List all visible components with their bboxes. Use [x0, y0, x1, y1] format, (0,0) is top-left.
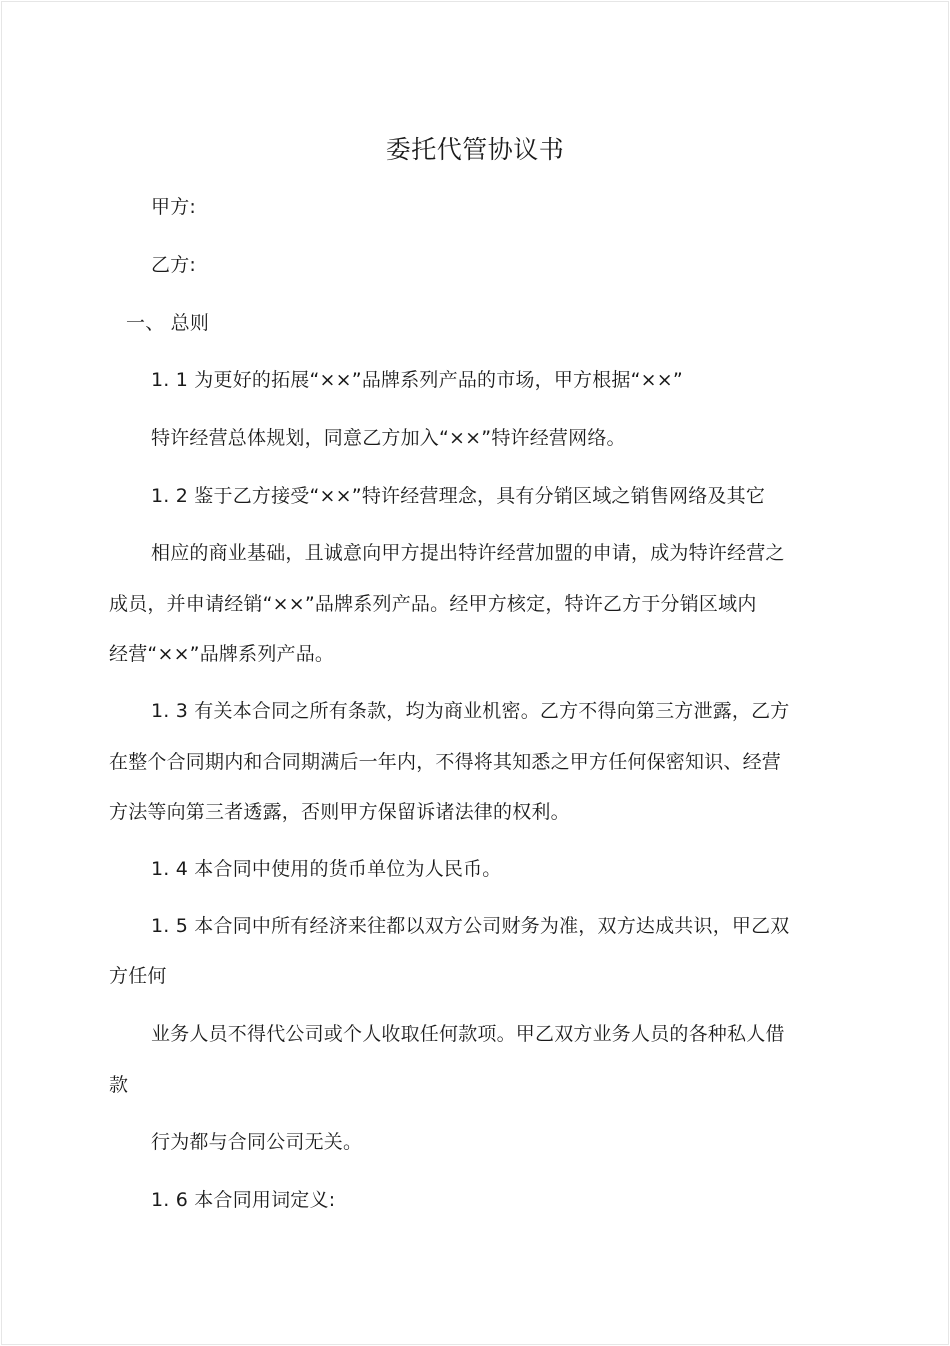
clause-1-2-line-2: 相应的商业基础，且诚意向甲方提出特许经营加盟的申请，成为特许经营之: [151, 542, 785, 564]
document-page: [1, 1, 949, 1345]
clause-1-5-line-1: 1. 5 本合同中所有经济来往都以双方公司财务为准，双方达成共识，甲乙双: [151, 915, 790, 937]
clause-1-5-line-5: 行为都与合同公司无关。: [151, 1131, 363, 1153]
clause-1-2-line-4: 经营“××”品牌系列产品。: [109, 643, 335, 665]
clause-1-3-line-1: 1. 3 有关本合同之所有条款，均为商业机密。乙方不得向第三方泄露，乙方: [151, 700, 790, 722]
clause-1-2-line-3: 成员，并申请经销“××”品牌系列产品。经甲方核定，特许乙方于分销区域内: [109, 593, 757, 615]
clause-1-5-line-3: 业务人员不得代公司或个人收取任何款项。甲乙双方业务人员的各种私人借: [151, 1023, 785, 1045]
clause-1-3-line-3: 方法等向第三者透露，否则甲方保留诉诸法律的权利。: [109, 801, 570, 823]
clause-1-3-line-2: 在整个合同期内和合同期满后一年内，不得将其知悉之甲方任何保密知识、经营: [109, 751, 782, 773]
clause-1-5-line-2: 方任何: [109, 965, 167, 987]
clause-1-6-line-1: 1. 6 本合同用词定义:: [151, 1189, 336, 1211]
section-heading-general: 一、 总则: [126, 312, 210, 334]
party-b-label: 乙方:: [151, 254, 197, 276]
document-title: 委托代管协议书: [385, 135, 565, 164]
clause-1-5-line-4: 款: [109, 1074, 129, 1096]
clause-1-1-line-1: 1. 1 为更好的拓展“××”品牌系列产品的市场，甲方根据“××”: [151, 369, 683, 391]
clause-1-2-line-1: 1. 2 鉴于乙方接受“××”特许经营理念，具有分销区域之销售网络及其它: [151, 485, 766, 507]
party-a-label: 甲方:: [151, 196, 197, 218]
clause-1-4-line-1: 1. 4 本合同中使用的货币单位为人民币。: [151, 858, 502, 880]
clause-1-1-line-2: 特许经营总体规划，同意乙方加入“××”特许经营网络。: [151, 427, 626, 449]
